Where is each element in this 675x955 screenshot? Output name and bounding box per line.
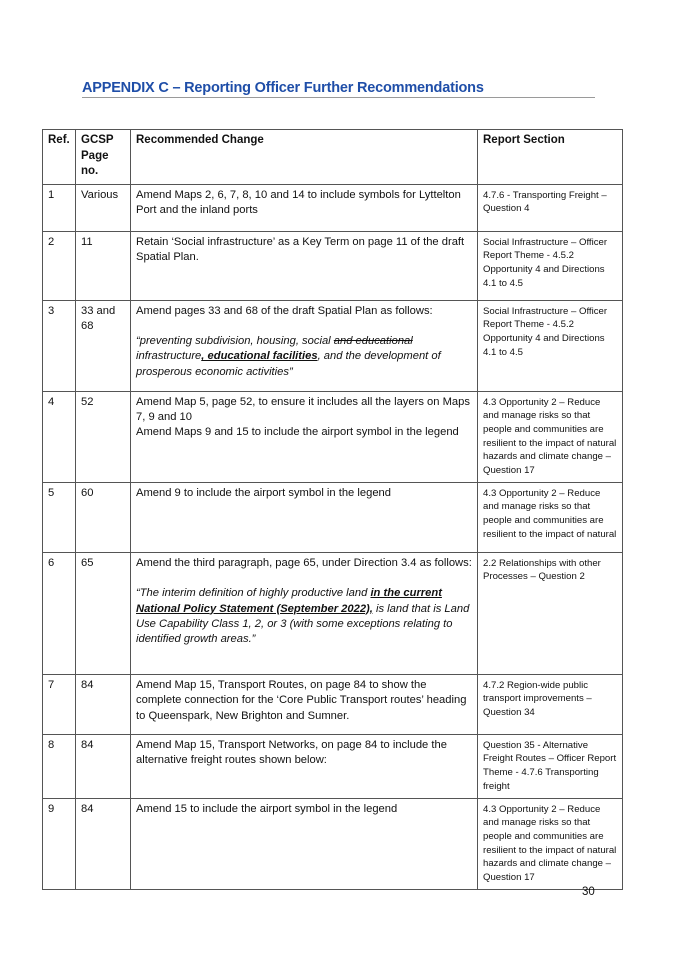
table-row: [43, 231, 623, 300]
page-number: 30: [582, 886, 595, 898]
quote-text: is land that is Land Use Capability Class 1, 2, or 3 (with some exceptions relating to identified growth areas.”: [136, 602, 470, 646]
page-cell: 84: [76, 674, 131, 734]
quoted-amendment: [136, 587, 469, 645]
quoted-amendment: [136, 335, 441, 378]
table-header-row: [43, 130, 623, 185]
section-cell: 4.3 Opportunity 2 – Reduce and manage risks so that people and communities are resilient to the impact of natural hazards and climate change – Question 17: [478, 391, 623, 482]
table-row: [43, 734, 623, 798]
table-row: [43, 674, 623, 734]
ref-cell: 6: [43, 552, 76, 674]
change-text: Amend pages 33 and 68 of the draft Spatial Plan as follows:: [136, 304, 433, 317]
table-row: [43, 184, 623, 231]
quote-text: infrastructure: [136, 350, 202, 363]
section-cell: Social Infrastructure – Officer Report Theme - 4.5.2 Opportunity 4 and Directions 4.1 to 4.5: [478, 231, 623, 300]
inserted-text: in the current National Policy Statement (September 2022),: [136, 587, 442, 615]
change-text: Amend Maps 9 and 15 to include the airport symbol in the legend: [136, 426, 459, 439]
table-row: [43, 300, 623, 391]
quote-text: “The interim definition of highly productive land: [136, 587, 371, 600]
header-report-section: Report Section: [478, 130, 623, 185]
ref-cell: 9: [43, 798, 76, 889]
section-cell: 4.7.2 Region-wide public transport improvements – Question 34: [478, 674, 623, 734]
page-cell: 65: [76, 552, 131, 674]
change-text: Amend the third paragraph, page 65, under Direction 3.4 as follows:: [136, 556, 472, 569]
change-cell: Amend Map 15, Transport Networks, on page 84 to include the alternative freight routes shown below:: [131, 734, 478, 798]
ref-cell: 5: [43, 482, 76, 552]
table-row: [43, 391, 623, 482]
table-row: [43, 552, 623, 674]
table-row: [43, 482, 623, 552]
title-underline: [82, 97, 595, 98]
page-cell: 11: [76, 231, 131, 300]
page-cell: 33 and 68: [76, 300, 131, 391]
page-cell: 84: [76, 798, 131, 889]
change-cell: [131, 552, 478, 674]
quote-text: “preventing subdivision, housing, social: [136, 334, 334, 347]
section-cell: 4.3 Opportunity 2 – Reduce and manage risks so that people and communities are resilient to the impact of natural hazards and climate change – Question 17: [478, 798, 623, 889]
deleted-text: and educational: [333, 334, 413, 347]
ref-cell: 3: [43, 300, 76, 391]
quote-text: , and the development of prosperous economic activities”: [136, 350, 441, 378]
change-cell: Amend Maps 2, 6, 7, 8, 10 and 14 to include symbols for Lyttelton Port and the inland ports: [131, 184, 478, 231]
section-cell: 4.3 Opportunity 2 – Reduce and manage risks so that people and communities are resilient to the impact of natural: [478, 482, 623, 552]
section-cell: 4.7.6 - Transporting Freight – Question 4: [478, 184, 623, 231]
inserted-text: , educational facilities: [201, 350, 318, 363]
ref-cell: 2: [43, 231, 76, 300]
change-cell: [131, 300, 478, 391]
change-cell: Amend Map 15, Transport Routes, on page 84 to show the complete connection for the ‘Core Public Transport routes’ heading to Queenspark, New Brighton and Sumner.: [131, 674, 478, 734]
section-cell: 2.2 Relationships with other Processes – Question 2: [478, 552, 623, 674]
ref-cell: 4: [43, 391, 76, 482]
change-cell: Amend 15 to include the airport symbol in the legend: [131, 798, 478, 889]
page-cell: Various: [76, 184, 131, 231]
header-ref: Ref.: [43, 130, 76, 185]
change-cell: Retain ‘Social infrastructure’ as a Key Term on page 11 of the draft Spatial Plan.: [131, 231, 478, 300]
page-cell: 84: [76, 734, 131, 798]
recommendations-table: [42, 129, 623, 890]
page-title: APPENDIX C – Reporting Officer Further Recommendations: [82, 80, 484, 96]
change-text: Amend Map 5, page 52, to ensure it includes all the layers on Maps 7, 9 and 10: [136, 395, 470, 423]
page-cell: 52: [76, 391, 131, 482]
header-recommended-change: Recommended Change: [131, 130, 478, 185]
ref-cell: 1: [43, 184, 76, 231]
ref-cell: 8: [43, 734, 76, 798]
change-cell: [131, 391, 478, 482]
ref-cell: 7: [43, 674, 76, 734]
change-cell: Amend 9 to include the airport symbol in the legend: [131, 482, 478, 552]
table-row: [43, 798, 623, 889]
header-gcsp-page: GCSP Page no.: [76, 130, 131, 185]
section-cell: Question 35 - Alternative Freight Routes – Officer Report Theme - 4.7.6 Transporting freight: [478, 734, 623, 798]
section-cell: Social Infrastructure – Officer Report Theme - 4.5.2 Opportunity 4 and Directions 4.1 to 4.5: [478, 300, 623, 391]
page-cell: 60: [76, 482, 131, 552]
